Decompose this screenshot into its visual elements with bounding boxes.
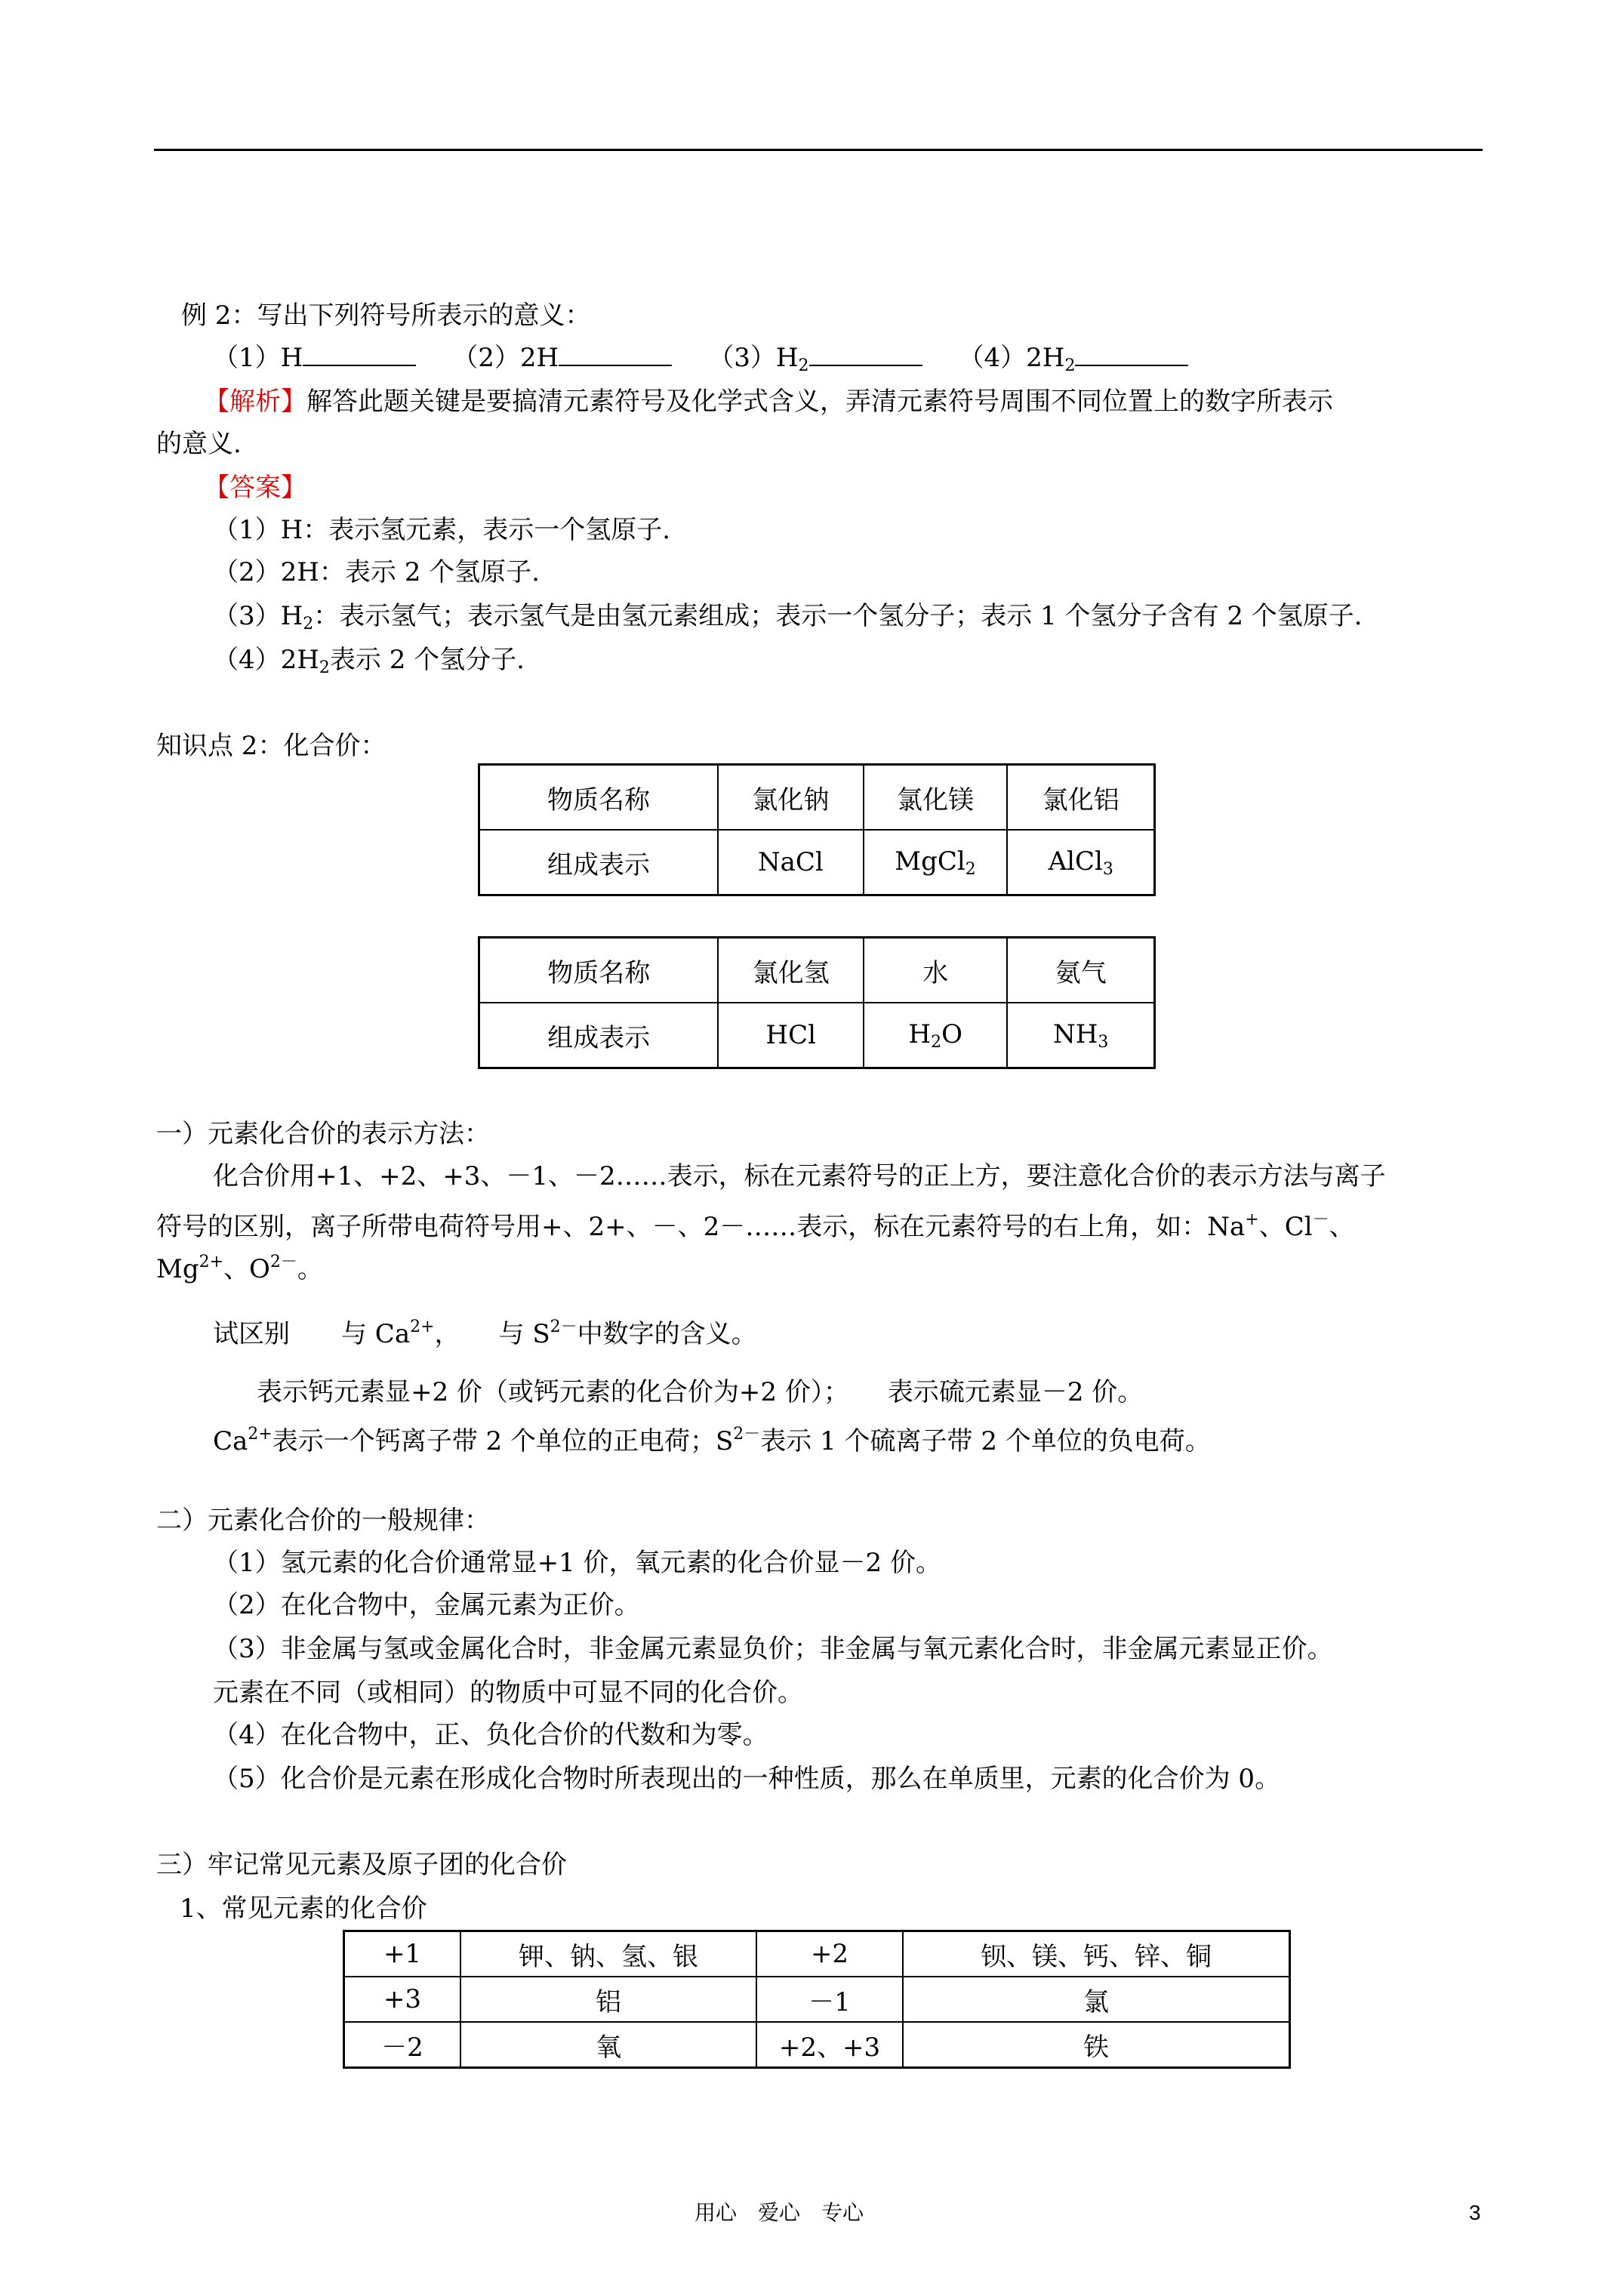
table-cell: 钾、钠、氢、银 [460,1931,756,1977]
q4: （4）2H [958,343,1065,373]
table-row [344,2022,1290,2068]
table-cell: 钡、镁、钙、锌、铜 [903,1931,1290,1977]
table-cell: 氯化氢 [718,938,863,1003]
q2-blank [559,344,672,366]
analysis-tag: 【解析】 [204,387,306,417]
q3: （3）H [708,343,799,373]
table-row [344,1931,1290,1977]
charge: － [1312,1210,1329,1229]
table-row [479,938,1155,1003]
s1-p3-pre: Mg [156,1254,199,1284]
q3-blank [809,344,922,366]
table-cell: 氯 [903,1977,1290,2022]
q4-blank [1075,344,1188,366]
formula: MgCl [895,846,965,877]
charge: 2－ [733,1425,761,1444]
charge: 2－ [550,1318,577,1336]
table-cell: 物质名称 [479,765,719,831]
analysis-line [204,385,1333,418]
a3-sub: 2 [303,615,314,633]
q1-blank [303,344,416,366]
charge: 2+ [248,1425,273,1444]
table-cell [864,1003,1008,1068]
formula-sub: 3 [1098,1032,1109,1052]
formula-sub: 3 [1102,859,1113,879]
s1-p3-end: 。 [297,1254,323,1284]
answer-2: （2）2H：表示 2 个氢原子. [213,557,540,587]
s2-rule-4: （4）在化合物中，正、负化合价的代数和为零。 [213,1720,768,1750]
table-cell: 物质名称 [479,938,719,1003]
s2-rule-3b: 元素在不同（或相同）的物质中可显不同的化合价。 [213,1678,803,1708]
s1-p3-mid: 、O [223,1254,270,1284]
table-cell: 氯化镁 [864,765,1008,831]
s2-rule-3: （3）非金属与氢或金属化合时，非金属元素显负价；非金属与氧元素化合时，非金属元素显正价。 [213,1634,1333,1664]
s1-p2-end: 、 [1329,1212,1355,1242]
table-cell [1007,1003,1154,1068]
table-cell: +3 [344,1977,461,2022]
a3-pre: （3）H [213,601,303,631]
answer-tag: 【答案】 [204,473,306,503]
answer-3 [213,599,1363,641]
s1-title: 一）元素化合价的表示方法： [156,1119,490,1149]
table-cell: 组成表示 [479,1003,719,1068]
table-cell: 氧 [460,2022,756,2068]
table-row [479,765,1155,831]
analysis-cont: 的意义. [156,429,242,459]
table-chlorides-2 [478,936,1156,1069]
s1-ans1: 表示钙元素显+2 价（或钙元素的化合价为+2 价）； 表示硫元素显－2 价。 [257,1377,1144,1407]
table-row [344,1977,1290,2022]
table-cell: 铝 [460,1977,756,2022]
formula: NH [1053,1019,1098,1049]
q2: （2）2H [452,343,559,373]
formula: AlCl [1048,846,1103,877]
s1-p2-text: 符号的区别，离子所带电荷符号用+、2+、－、2－……表示，标在元素符号的右上角，如：Na [156,1212,1246,1242]
charge: 2－ [269,1253,297,1271]
s3-title: 三）牢记常见元素及原子团的化合价 [156,1850,567,1880]
table-cell [1007,830,1154,895]
table-chlorides-1 [478,763,1156,896]
table-cell: NaCl [718,830,864,895]
a4-pre: （4）2H [213,645,319,675]
table-cell: 氯化铝 [1007,765,1154,831]
table-cell: +1 [344,1931,461,1977]
formula-sub: 2 [965,859,976,879]
s1-ans2-mid: 表示一个钙离子带 2 个单位的正电荷；S [272,1426,734,1456]
s2-rule-1: （1）氢元素的化合价通常显+1 价，氧元素的化合价显－2 价。 [213,1548,941,1578]
q1: （1）H [213,343,303,373]
table-valences [343,1930,1291,2069]
example-questions [213,341,1188,383]
table-cell: 水 [864,938,1008,1003]
a3-post: ：表示氢气；表示氢气是由氢元素组成；表示一个氢分子；表示 1 个氢分子含有 2 个氢原子. [313,601,1363,631]
s1-question [213,1311,757,1351]
kp2-title: 知识点 2：化合价： [156,731,387,761]
example-title: 例 2：写出下列符号所表示的意义： [181,300,591,331]
s1-p3 [156,1246,323,1286]
s1-q-mid: ， 与 S [434,1319,550,1349]
s3-sub1: 1、常见元素的化合价 [180,1894,427,1924]
s2-rule-5: （5）化合价是元素在形成化合物时所表现出的一种性质，那么在单质里，元素的化合价为 0。 [213,1764,1281,1794]
a4-sub: 2 [319,658,330,677]
formula: O [941,1019,962,1049]
q3-sub: 2 [798,356,809,375]
table-row [479,1003,1155,1068]
s1-q-end: 中数字的含义。 [577,1319,757,1349]
table-cell: 铁 [903,2022,1290,2068]
s2-title: 二）元素化合价的一般规律： [156,1505,490,1536]
formula-sub: 2 [931,1032,942,1052]
footer-motto: 用心 爱心 专心 [694,2200,864,2225]
table-cell: +2 [756,1931,903,1977]
s1-p1: 化合价用+1、+2、+3、－1、－2……表示，标在元素符号的正上方，要注意化合价的表示方法与离子 [213,1161,1386,1191]
s1-p2 [156,1203,1355,1244]
table-cell [864,830,1008,895]
table-row [479,830,1155,895]
a4-post: 表示 2 个氢分子. [329,645,525,675]
charge: 2+ [199,1253,224,1271]
answer-4 [213,643,525,685]
table-cell: +2、+3 [756,2022,903,2068]
table-cell: HCl [718,1003,863,1068]
s2-rule-2: （2）在化合物中，金属元素为正价。 [213,1590,640,1620]
header-rule [154,149,1483,151]
q4-sub: 2 [1064,356,1076,375]
s1-p2-mid: 、Cl [1258,1212,1313,1242]
table-cell: －1 [756,1977,903,2022]
s1-ans2 [213,1418,1211,1458]
table-cell: －2 [344,2022,461,2068]
analysis-text: 解答此题关键是要搞清元素符号及化学式含义，弄清元素符号周围不同位置上的数字所表示 [306,387,1333,417]
table-cell: 组成表示 [479,830,719,895]
page-number: 3 [1469,2201,1481,2224]
table-cell: 氨气 [1007,938,1154,1003]
answer-1: （1）H：表示氢元素，表示一个氢原子. [213,515,671,545]
charge: 2+ [410,1318,435,1336]
charge: + [1245,1210,1259,1229]
s1-ans2-end: 表示 1 个硫离子带 2 个单位的负电荷。 [760,1426,1211,1456]
table-cell: 氯化钠 [718,765,864,831]
s1-q-pre: 试区别 与 Ca [213,1319,411,1349]
s1-ans2-pre: Ca [213,1426,248,1456]
formula: H [908,1019,932,1049]
